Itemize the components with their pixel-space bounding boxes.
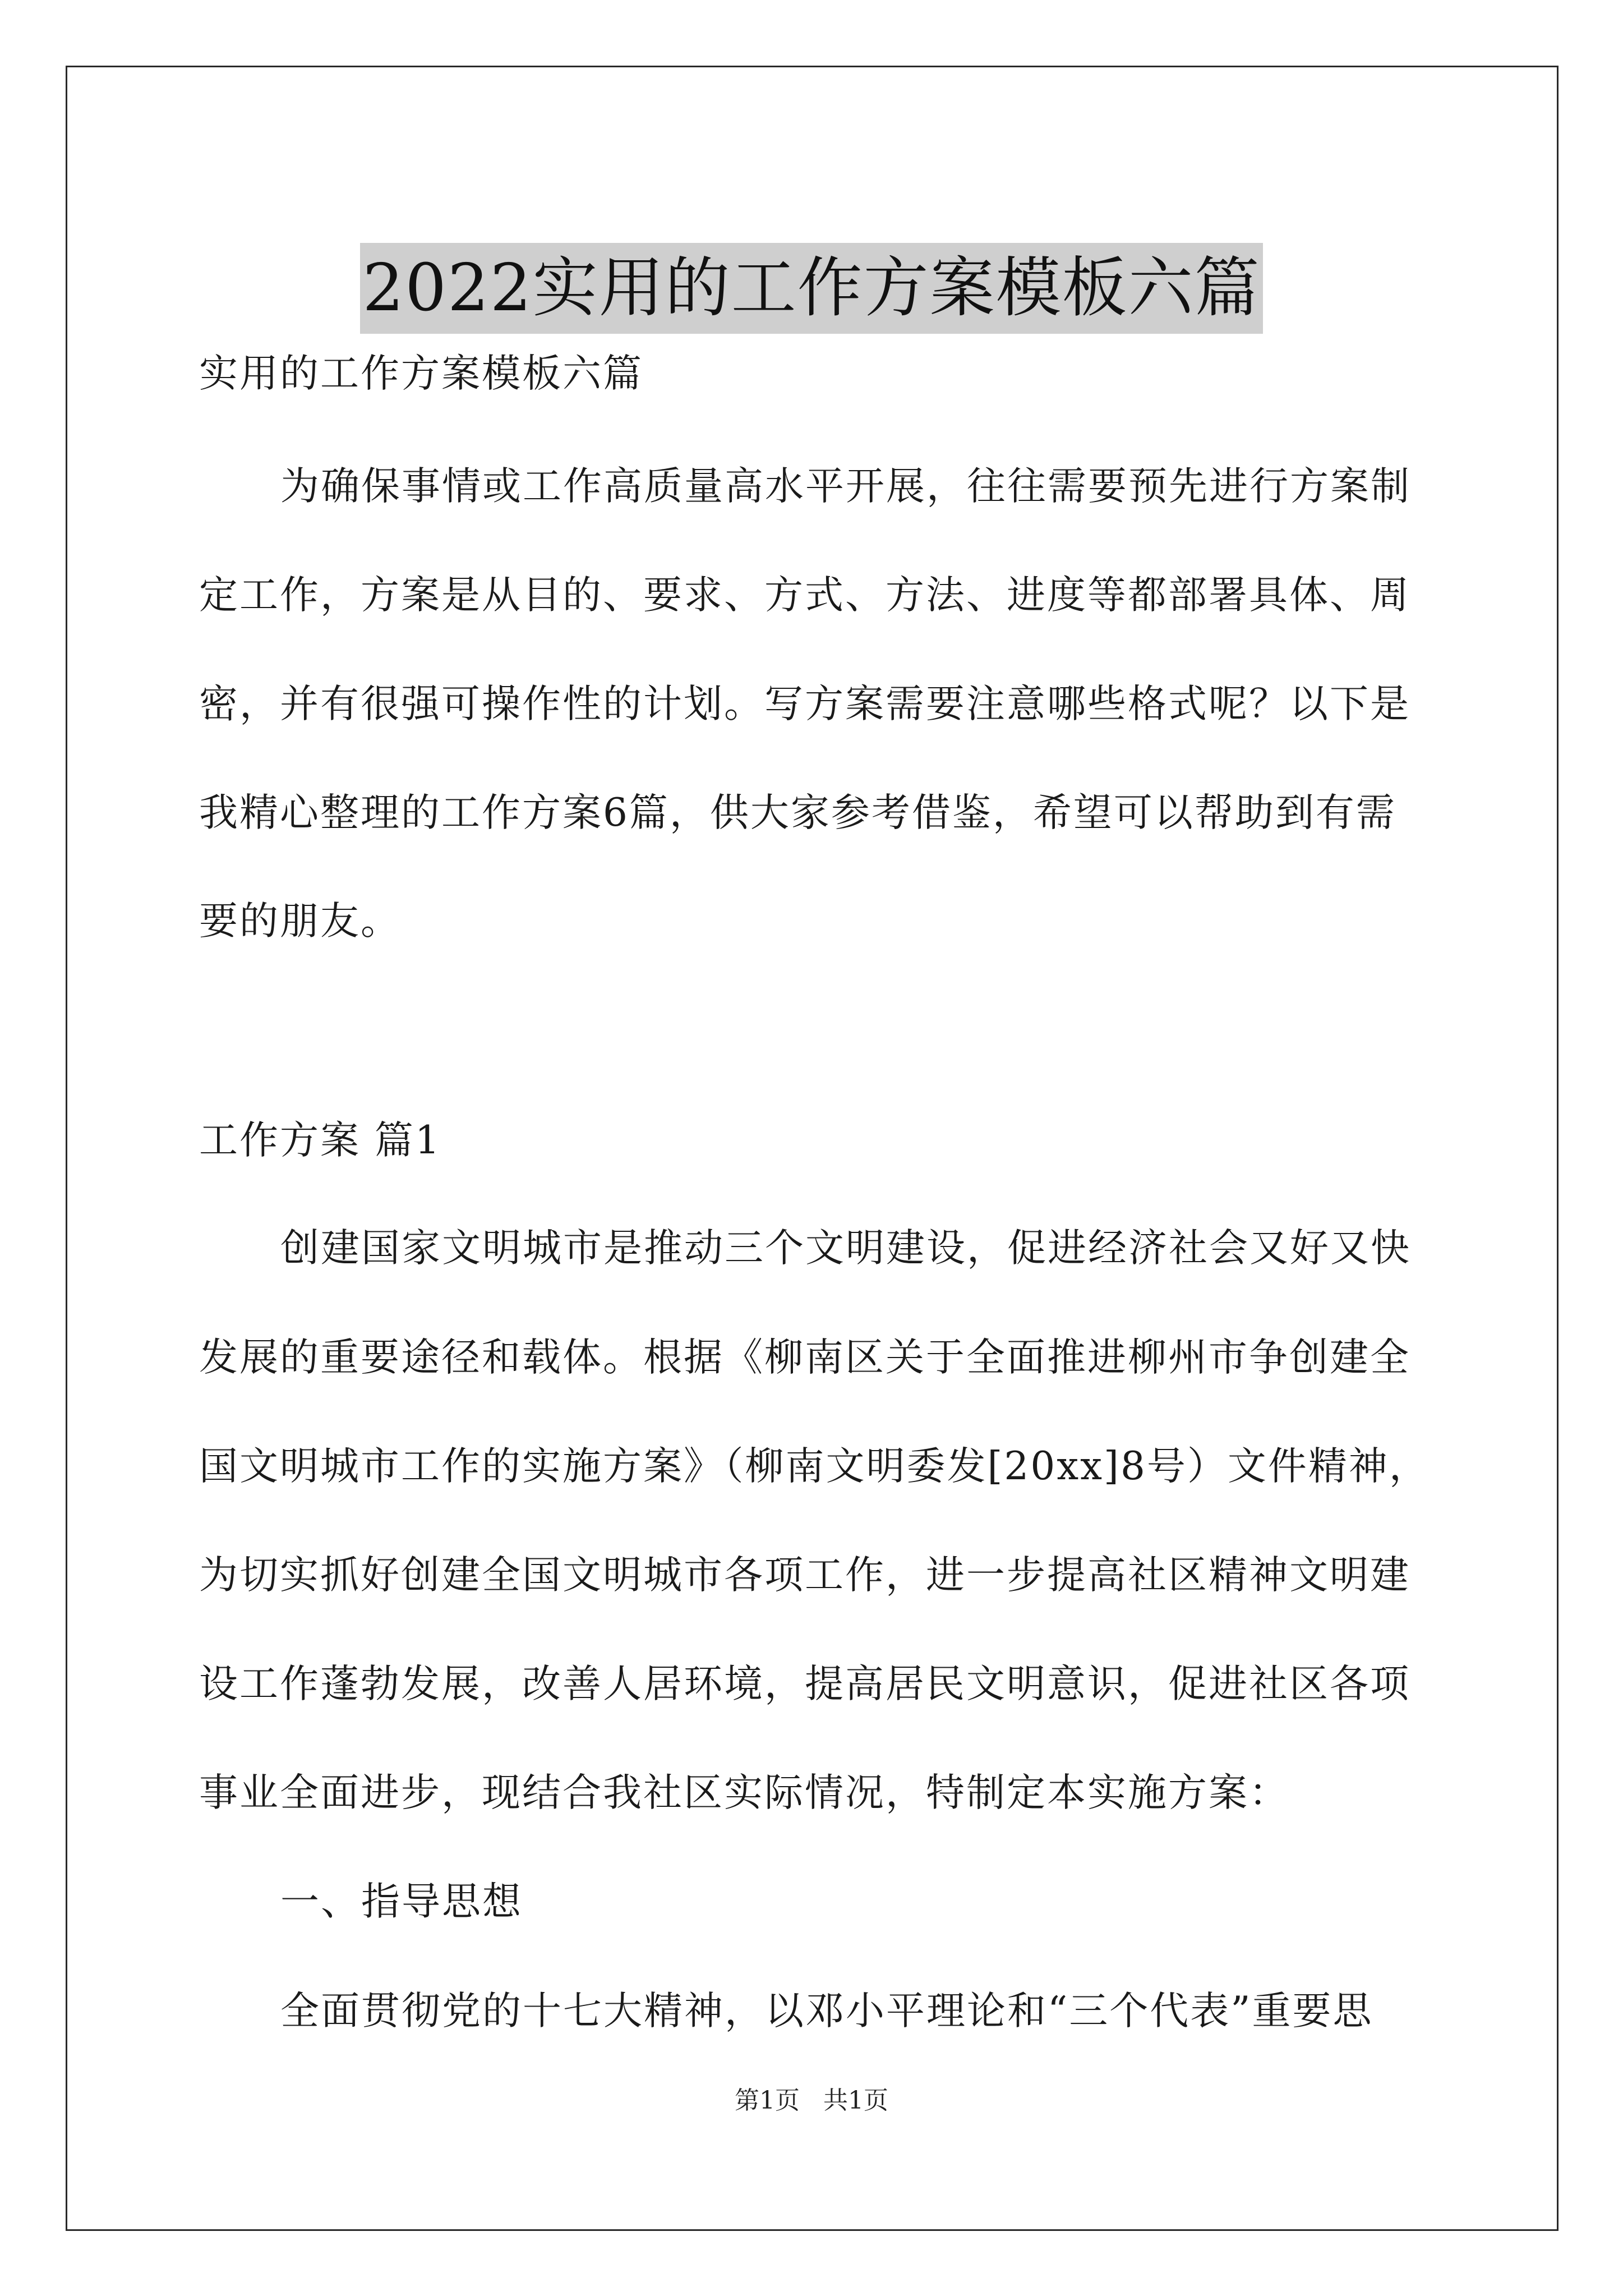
document-subtitle: 实用的工作方案模板六篇 <box>199 351 643 396</box>
intro-line-1: 为确保事情或工作高质量高水平开展，往往需要预先进行方案制 <box>280 464 1411 509</box>
intro-line-3: 密，并有很强可操作性的计划。写方案需要注意哪些格式呢？以下是 <box>199 682 1410 726</box>
document-title: 2022实用的工作方案模板六篇 <box>360 243 1262 334</box>
section1-line-5: 设工作蓬勃发展，改善人居环境，提高居民文明意识，促进社区各项 <box>199 1662 1410 1706</box>
section-heading-1: 工作方案 篇1 <box>199 1118 441 1163</box>
intro-line-2: 定工作，方案是从目的、要求、方式、方法、进度等都部署具体、周 <box>199 573 1410 618</box>
guiding-thought-line-1: 全面贯彻党的十七大精神，以邓小平理论和“三个代表”重要思 <box>280 1989 1373 2033</box>
subheading-guiding-thought: 一、指导思想 <box>280 1879 523 1924</box>
section1-line-2: 发展的重要途径和载体。根据《柳南区关于全面推进柳州市争创建全 <box>199 1335 1410 1380</box>
section1-line-1: 创建国家文明城市是推动三个文明建设，促进经济社会又好又快 <box>280 1226 1411 1271</box>
section1-line-6: 事业全面进步，现结合我社区实际情况，特制定本实施方案： <box>199 1770 1289 1815</box>
page-number-current: 第1页 <box>735 2086 800 2115</box>
page-number-total: 共1页 <box>823 2086 888 2115</box>
section1-line-4: 为切实抓好创建全国文明城市各项工作，进一步提高社区精神文明建 <box>199 1553 1410 1598</box>
intro-line-4: 我精心整理的工作方案6篇，供大家参考借鉴，希望可以帮助到有需 <box>199 790 1396 835</box>
title-container <box>0 199 1623 377</box>
page-footer <box>0 2086 1623 2116</box>
intro-line-5: 要的朋友。 <box>199 899 401 944</box>
section1-line-3: 国文明城市工作的实施方案》（柳南文明委发[20xx]8号）文件精神， <box>199 1444 1430 1489</box>
